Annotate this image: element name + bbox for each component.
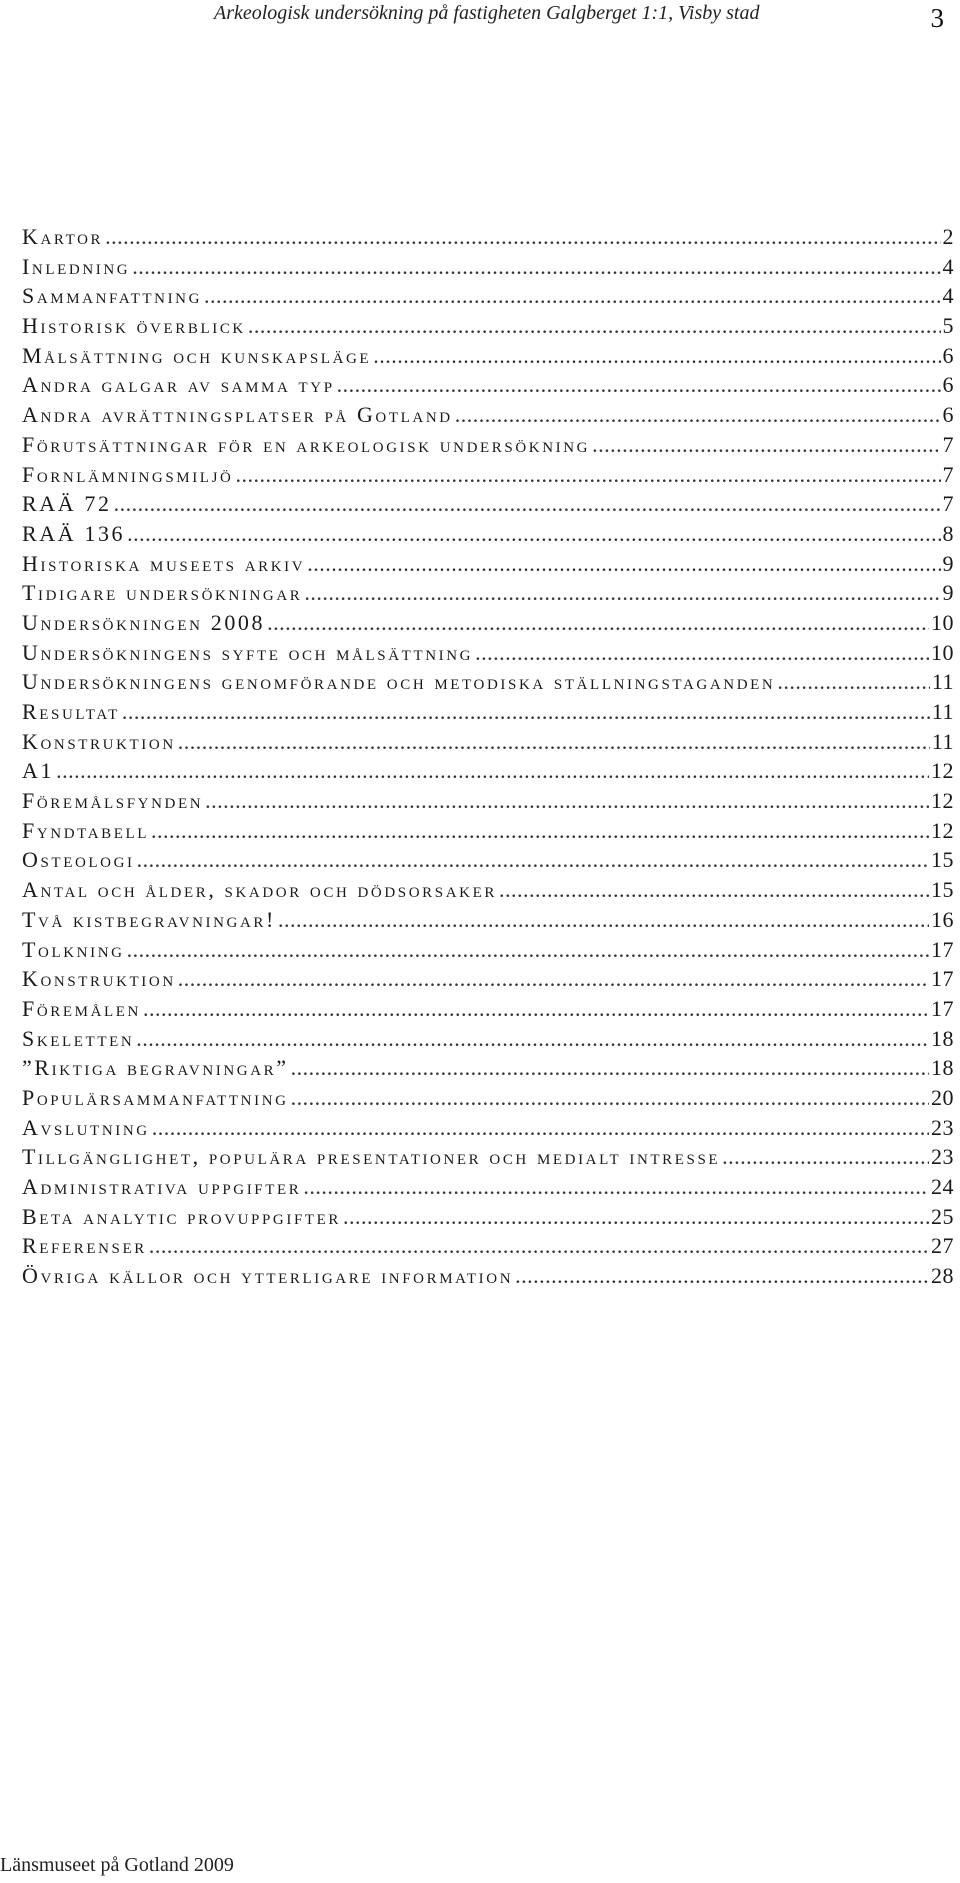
toc-entry-title: Osteologi — [22, 847, 135, 873]
toc-entry-title: Populärsammanfattning — [22, 1084, 289, 1110]
toc-entry-title: Andra galgar av samma typ — [22, 372, 335, 398]
toc-entry[interactable] — [22, 1083, 954, 1113]
toc-dot-leader — [137, 845, 929, 875]
toc-dot-leader — [267, 608, 929, 638]
toc-entry-title: Undersökningens genomförande och metodiska ställningstaganden — [22, 669, 776, 695]
toc-entry-page-number: 15 — [931, 847, 954, 873]
toc-entry-title: Fyndtabell — [22, 817, 150, 843]
toc-entry[interactable] — [22, 1172, 954, 1202]
toc-entry[interactable] — [22, 697, 954, 727]
toc-entry[interactable] — [22, 964, 954, 994]
toc-entry[interactable] — [22, 400, 954, 430]
toc-dot-leader — [122, 697, 930, 727]
toc-dot-leader — [136, 1024, 929, 1054]
toc-entry[interactable] — [22, 578, 954, 608]
toc-entry-title: Föremålen — [22, 995, 141, 1021]
toc-entry-title: RAÄ 136 — [22, 520, 126, 546]
toc-dot-leader — [291, 1083, 929, 1113]
toc-entry-page-number: 12 — [931, 817, 954, 843]
toc-dot-leader — [178, 727, 930, 757]
toc-entry-title: Förutsättningar för en arkeologisk undersökning — [22, 431, 591, 457]
toc-dot-leader — [105, 222, 940, 252]
toc-entry-title: Sammanfattning — [22, 283, 203, 309]
toc-dot-leader — [303, 1172, 929, 1202]
toc-entry[interactable] — [22, 727, 954, 757]
toc-dot-leader — [343, 1202, 929, 1232]
toc-entry-title: Undersökningens syfte och målsättning — [22, 639, 474, 665]
toc-entry-title: Kartor — [22, 224, 104, 249]
toc-entry-page-number: 25 — [931, 1203, 954, 1229]
toc-entry-page-number: 7 — [942, 461, 954, 487]
toc-entry-page-number: 15 — [931, 877, 954, 903]
table-of-contents — [22, 222, 954, 1291]
toc-entry[interactable] — [22, 816, 954, 846]
toc-entry[interactable] — [22, 1053, 954, 1083]
toc-dot-leader — [205, 786, 929, 816]
toc-entry-page-number: 12 — [931, 788, 954, 814]
toc-entry-page-number: 18 — [931, 1025, 954, 1051]
toc-entry[interactable] — [22, 1261, 954, 1291]
toc-entry-page-number: 6 — [942, 342, 954, 368]
toc-entry-title: Två kistbegravningar! — [22, 906, 276, 932]
toc-entry-title: Antal och ålder, skador och dödsorsaker — [22, 877, 497, 903]
toc-entry-title: Övriga källor och ytterligare information — [22, 1263, 514, 1289]
toc-entry-page-number: 11 — [931, 728, 954, 754]
toc-entry[interactable] — [22, 875, 954, 905]
toc-dot-leader — [132, 252, 940, 282]
toc-entry-title: Administrativa uppgifter — [22, 1174, 302, 1199]
toc-dot-leader — [204, 281, 940, 311]
toc-entry-page-number: 4 — [942, 253, 954, 279]
toc-dot-leader — [722, 1142, 929, 1172]
toc-entry[interactable] — [22, 608, 954, 638]
toc-entry-title: Historiska museets arkiv — [22, 550, 306, 576]
toc-entry-title: Konstruktion — [22, 728, 176, 754]
toc-dot-leader — [149, 1231, 929, 1261]
toc-entry[interactable] — [22, 311, 954, 341]
toc-entry[interactable] — [22, 549, 954, 579]
toc-dot-leader — [291, 1053, 929, 1083]
toc-dot-leader — [777, 667, 929, 697]
toc-entry[interactable] — [22, 1113, 954, 1143]
toc-entry-page-number: 27 — [931, 1233, 954, 1259]
toc-entry-title: Målsättning och kunskapsläge — [22, 342, 372, 368]
toc-dot-leader — [127, 519, 940, 549]
toc-entry-page-number: 24 — [931, 1174, 954, 1199]
toc-dot-leader — [373, 341, 940, 371]
toc-entry-title: Undersökningen 2008 — [22, 609, 266, 635]
toc-entry[interactable] — [22, 430, 954, 460]
toc-entry[interactable] — [22, 489, 954, 519]
toc-dot-leader — [278, 905, 929, 935]
toc-entry[interactable] — [22, 252, 954, 282]
toc-entry-title: Tolkning — [22, 936, 125, 962]
toc-entry-page-number: 6 — [942, 402, 954, 428]
toc-entry-page-number: 20 — [931, 1084, 954, 1110]
toc-entry-page-number: 16 — [931, 906, 954, 932]
toc-dot-leader — [152, 1113, 929, 1143]
running-header-title: Arkeologisk undersökning på fastigheten Galgberget 1:1, Visby stad — [214, 2, 760, 24]
toc-dot-leader — [475, 638, 929, 668]
toc-dot-leader — [248, 311, 941, 341]
toc-entry-title: Konstruktion — [22, 966, 176, 992]
toc-entry-title: ”Riktiga begravningar” — [22, 1055, 289, 1081]
toc-entry-page-number: 11 — [931, 669, 954, 695]
toc-entry-title: Historisk överblick — [22, 313, 246, 339]
toc-entry-title: Avslutning — [22, 1114, 150, 1140]
toc-entry-title: Inledning — [22, 253, 131, 279]
toc-entry[interactable] — [22, 845, 954, 875]
toc-entry-page-number: 11 — [931, 699, 954, 724]
toc-entry[interactable] — [22, 222, 954, 252]
toc-entry-title: Resultat — [22, 699, 120, 724]
toc-entry-page-number: 8 — [942, 520, 954, 546]
toc-entry[interactable] — [22, 281, 954, 311]
toc-entry[interactable] — [22, 638, 954, 668]
toc-dot-leader — [235, 460, 940, 490]
toc-entry[interactable] — [22, 1024, 954, 1054]
toc-entry-page-number: 6 — [942, 372, 954, 398]
toc-dot-leader — [304, 578, 940, 608]
toc-dot-leader — [307, 549, 940, 579]
toc-entry-title: Andra avrättningsplatser på Gotland — [22, 402, 453, 428]
toc-entry[interactable] — [22, 994, 954, 1024]
toc-entry[interactable] — [22, 905, 954, 935]
toc-entry[interactable] — [22, 786, 954, 816]
toc-entry[interactable] — [22, 341, 954, 371]
toc-entry[interactable] — [22, 935, 954, 965]
toc-dot-leader — [499, 875, 929, 905]
toc-entry-page-number: 17 — [931, 995, 954, 1021]
toc-dot-leader — [56, 756, 929, 786]
toc-dot-leader — [515, 1261, 929, 1291]
toc-entry[interactable] — [22, 1142, 954, 1172]
toc-entry-page-number: 12 — [931, 758, 954, 784]
toc-dot-leader — [337, 370, 941, 400]
toc-entry-page-number: 2 — [942, 224, 954, 249]
toc-entry[interactable] — [22, 519, 954, 549]
toc-entry-title: Föremålsfynden — [22, 788, 204, 814]
toc-entry-title: RAÄ 72 — [22, 491, 112, 517]
toc-entry-page-number: 18 — [931, 1055, 954, 1081]
toc-entry-page-number: 23 — [931, 1144, 954, 1170]
page-number: 3 — [930, 3, 944, 33]
toc-entry-page-number: 7 — [942, 491, 954, 517]
toc-entry-title: A1 — [22, 758, 55, 784]
toc-entry-page-number: 28 — [931, 1263, 954, 1289]
toc-entry-title: Tidigare undersökningar — [22, 580, 303, 606]
toc-entry[interactable] — [22, 756, 954, 786]
toc-entry-title: Fornlämningsmiljö — [22, 461, 234, 487]
toc-entry-page-number: 23 — [931, 1114, 954, 1140]
toc-dot-leader — [178, 964, 929, 994]
toc-dot-leader — [592, 430, 940, 460]
toc-entry-page-number: 10 — [931, 609, 954, 635]
toc-entry-page-number: 17 — [931, 936, 954, 962]
toc-entry-page-number: 4 — [942, 283, 954, 309]
toc-entry-title: Skeletten — [22, 1025, 135, 1051]
toc-dot-leader — [151, 816, 929, 846]
toc-dot-leader — [455, 400, 941, 430]
toc-entry-title: Tillgänglighet, populära presentationer och medialt intresse — [22, 1144, 721, 1170]
toc-dot-leader — [143, 994, 929, 1024]
toc-dot-leader — [127, 935, 929, 965]
toc-entry-page-number: 17 — [931, 966, 954, 992]
toc-entry-page-number: 7 — [942, 431, 954, 457]
toc-entry-page-number: 9 — [942, 580, 954, 606]
toc-entry[interactable] — [22, 1202, 954, 1232]
toc-entry[interactable] — [22, 667, 954, 697]
toc-dot-leader — [114, 489, 941, 519]
toc-entry-page-number: 5 — [942, 313, 954, 339]
running-footer-publisher: Länsmuseet på Gotland 2009 — [0, 1854, 234, 1876]
toc-entry-page-number: 9 — [942, 550, 954, 576]
toc-entry-page-number: 10 — [931, 639, 954, 665]
toc-entry-title: Beta analytic provuppgifter — [22, 1203, 342, 1229]
toc-entry-title: Referenser — [22, 1233, 147, 1259]
toc-entry[interactable] — [22, 1231, 954, 1261]
toc-entry[interactable] — [22, 460, 954, 490]
toc-entry[interactable] — [22, 370, 954, 400]
